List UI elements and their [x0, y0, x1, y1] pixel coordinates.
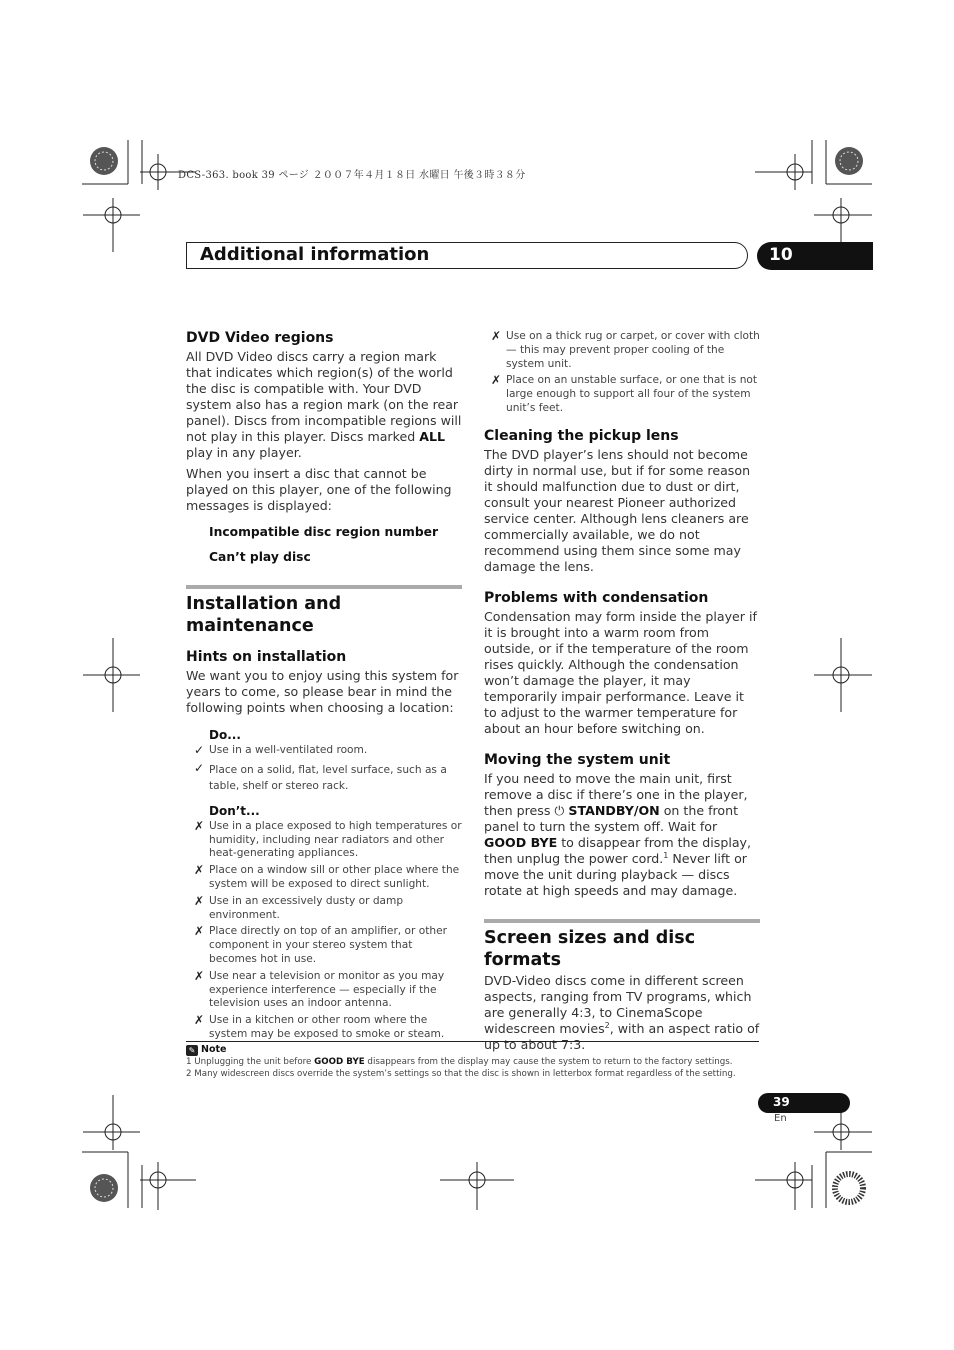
note-divider: [186, 1041, 759, 1042]
moving-heading: Moving the system unit: [484, 751, 671, 768]
cross-icon: ✗: [194, 893, 205, 908]
dont-list-continued: [484, 330, 760, 416]
list-item: ✗ Use on a thick rug or carpet, or cover with cloth — this may prevent proper cooling of the system unit.: [491, 329, 760, 370]
condensation-heading: Problems with condensation: [484, 589, 709, 606]
message-incompatible-region: Incompatible disc region number: [209, 525, 439, 539]
note-icon: ✎: [186, 1045, 198, 1056]
print-header: DCS-363. book 39 ページ ２００７年４月１８日 水曜日 午後３時３８分: [178, 170, 526, 181]
hints-paragraph: We want you to enjoy using this system for years to come, so please bear in mind the following points when choosing a location:: [186, 668, 459, 715]
list-item: ✗ Use in a place exposed to high temperatures or humidity, including near radiators and other heat-generating appliances.: [194, 818, 462, 860]
screen-section: [484, 919, 760, 971]
cross-icon: ✗: [194, 924, 205, 939]
cross-icon: ✗: [194, 863, 205, 878]
footnote-1: 1 Unplugging the unit before GOOD BYE disappears from the display may cause the system to return to the factory settings.: [186, 1057, 733, 1067]
cleaning-heading: Cleaning the pickup lens: [484, 427, 679, 444]
list-item: ✗ Place on an unstable surface, or one that is not large enough to support all four of the system unit’s feet.: [491, 373, 758, 414]
cross-icon: ✗: [194, 818, 205, 833]
right-column: [484, 330, 760, 1053]
power-icon: ⏻: [554, 802, 565, 818]
chapter-number: 10: [769, 245, 793, 265]
check-icon: ✓: [194, 760, 205, 775]
left-column: [186, 330, 462, 1042]
dont-list: [186, 820, 462, 1042]
chapter-tab: [757, 242, 873, 270]
dvd-regions-paragraph: All DVD Video discs carry a region mark that indicates which region(s) of the world the disc is compatible with. Your DVD system also has a region mark (on the rear panel). Discs from incompatible regions will not play in this player. Discs marked ALL play in any player.: [186, 349, 462, 460]
installation-section: [186, 585, 462, 637]
list-item: ✓ Use in a well-ventilated room.: [194, 743, 368, 757]
dont-label: Don’t...: [209, 803, 260, 818]
cross-icon: ✗: [194, 1013, 205, 1028]
list-item: ✓ Place on a solid, flat, level surface, such as a table, shelf or stereo rack.: [194, 760, 447, 792]
installation-heading: Installation and maintenance: [186, 594, 342, 636]
list-item: ✗ Place directly on top of an amplifier, or other component in your stereo system that becomes hot in use.: [194, 924, 447, 965]
condensation-paragraph: Condensation may form inside the player if it is brought into a warm room from outside, or if the temperature of the room rises quickly. Although the condensation won’t damage the player, it may temporarily impair performance. Leave it to adjust to the warmer temperature for about an hour before switching on.: [484, 608, 757, 736]
page-number: 39: [773, 1095, 790, 1109]
cleaning-paragraph: The DVD player’s lens should not become dirty in normal use, but if for some reason it should malfunction due to dust or dirt, consult your nearest Pioneer authorized service center. Although lens cleaners are commercially available, we do not recommend using them since some may damage the lens.: [484, 446, 751, 574]
note-heading: ✎ Note: [186, 1044, 226, 1056]
hints-heading: Hints on installation: [186, 649, 347, 665]
check-icon: ✓: [194, 743, 205, 757]
cross-icon: ✗: [194, 968, 205, 983]
screen-heading: Screen sizes and disc formats: [484, 927, 696, 970]
cross-icon: ✗: [491, 329, 502, 343]
footnote-2: 2 Many widescreen discs override the system’s settings so that the disc is shown in letterbox format regardless of the setting.: [186, 1069, 736, 1079]
list-item: ✗ Use in an excessively dusty or damp environment.: [194, 893, 404, 921]
screen-paragraph: DVD-Video discs come in different screen aspects, ranging from TV programs, which are generally 4:3, to CinemaScope widescreen movies$^2$, with an aspect ratio of up to about 7:3.: [484, 972, 760, 1052]
dvd-regions-paragraph-2: When you insert a disc that cannot be played on this player, one of the following messages is displayed:: [186, 466, 452, 513]
do-label: Do...: [209, 728, 241, 742]
list-item: ✗ Use in a kitchen or other room where the system may be exposed to smoke or steam.: [194, 1013, 445, 1040]
do-list: [186, 744, 462, 794]
page-number-tab: [758, 1093, 850, 1113]
cross-icon: ✗: [491, 373, 502, 388]
list-item: ✗ Use near a television or monitor as you may experience interference — especially if the television uses an indoor antenna.: [194, 968, 445, 1010]
moving-paragraph: If you need to move the main unit, first remove a disc if there’s one in the player, then press ⏻ STANDBY/ON on the front panel to turn the system off. Wait for GOOD BYE to disappear from the display, then unplug the power cord.$^1$ Never lift or move the unit during playback — discs rotate at high speeds and may damage.: [484, 770, 751, 898]
list-item: ✗ Place on a window sill or other place where the system will be exposed to direct sunlight.: [194, 863, 460, 890]
section-title: Additional information: [200, 244, 430, 265]
message-cant-play: Can’t play disc: [209, 550, 311, 564]
page-language: En: [774, 1113, 787, 1124]
dvd-regions-heading: DVD Video regions: [186, 330, 334, 346]
